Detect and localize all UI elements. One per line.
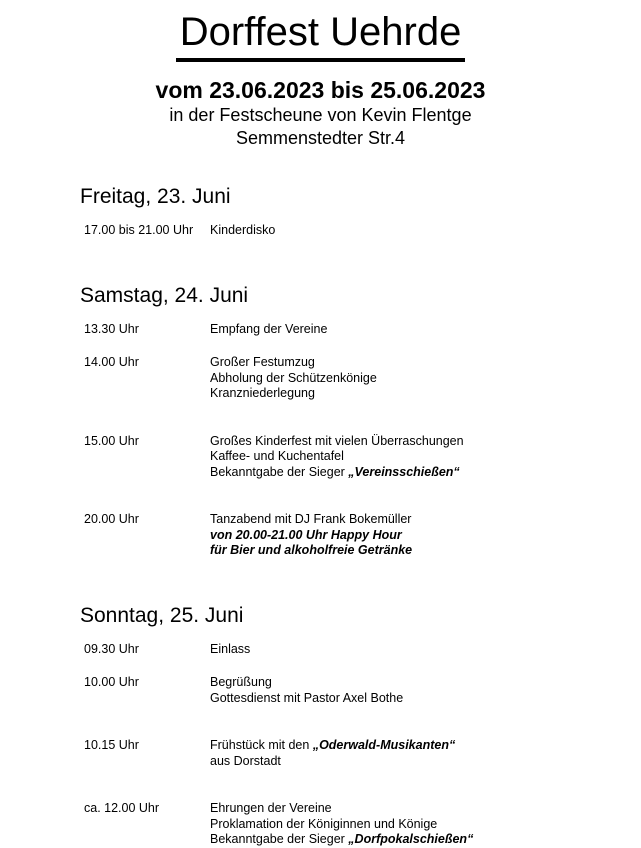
entry-description-line: für Bier und alkoholfreie Getränke [210,543,413,557]
entry-description-line: Tanzabend mit DJ Frank Bokemüller [210,512,412,526]
schedule-entry [0,512,641,559]
day-heading: Samstag, 24. Juni [80,283,249,307]
entry-line-prefix: Bekanntgabe der Sieger [210,832,349,846]
title-wrapper [0,8,641,62]
entry-time: 20.00 Uhr [84,512,139,526]
day-entries [0,642,641,848]
schedule-entry [0,322,641,338]
entry-description [210,512,641,559]
entry-description [210,434,641,481]
entry-line-prefix: Frühstück mit den [210,738,313,752]
entry-description-line: Kinderdisko [210,223,276,237]
entry-description-line: Ehrungen der Vereine [210,801,332,815]
entry-line-emphasis: „Oderwald-Musikanten“ [312,738,456,752]
entry-description-line: Großer Festumzug [210,355,315,369]
entry-time: 13.30 Uhr [84,321,139,336]
entry-time: 17.00 bis 21.00 Uhr [84,223,194,237]
entry-description-line: Großes Kinderfest mit vielen Überraschungen [210,433,464,448]
event-date-range: vom 23.06.2023 bis 25.06.2023 [155,77,486,103]
entry-description [210,642,641,658]
page-title: Dorffest Uehrde [176,8,466,62]
entry-description-line: Kaffee- und Kuchentafel [210,449,344,463]
day-entries [0,223,641,239]
day-block-samstag [0,283,641,559]
entry-description-line: Abholung der Schützenkönige [210,370,377,385]
entry-description-line: Empfang der Vereine [210,321,328,336]
entry-description-line: Gottesdienst mit Pastor Axel Bothe [210,690,404,705]
schedule-entry [0,675,641,706]
entry-description [210,675,641,706]
schedule [0,184,641,848]
entry-spacer [0,720,641,738]
entry-description-line [210,738,641,754]
entry-description [210,355,641,402]
day-entries [0,322,641,559]
entry-line-emphasis: „Vereinsschießen“ [348,464,460,479]
entry-time: 15.00 Uhr [84,433,139,448]
schedule-entry [0,642,641,658]
event-address: Semmenstedter Str.4 [235,128,406,148]
entry-spacer [0,494,641,512]
entry-description-line: Kranzniederlegung [210,386,315,400]
day-heading: Sonntag, 25. Juni [80,603,244,627]
entry-time: ca. 12.00 Uhr [84,801,160,815]
day-spacer [0,573,641,603]
entry-description-line: aus Dorstadt [210,753,281,768]
entry-time: 10.00 Uhr [84,675,139,689]
entry-description-line: Begrüßung [210,675,272,689]
entry-description-line [210,832,641,848]
entry-description-line: von 20.00-21.00 Uhr Happy Hour [210,527,402,542]
entry-time: 09.30 Uhr [84,641,139,656]
day-spacer [0,253,641,283]
event-venue: in der Festscheune von Kevin Flentge [169,105,472,125]
entry-description-line: Proklamation der Königinnen und Könige [210,816,438,831]
schedule-entry [0,434,641,481]
entry-time: 14.00 Uhr [84,355,139,369]
entry-line-emphasis: „Dorfpokalschießen“ [348,832,474,846]
schedule-entry [0,223,641,239]
entry-description [210,223,641,239]
entry-description-line: Einlass [210,641,251,656]
entry-line-prefix: Bekanntgabe der Sieger [210,464,349,479]
entry-spacer [0,416,641,434]
day-block-freitag [0,184,641,239]
day-heading: Freitag, 23. Juni [80,185,231,208]
document-header [0,0,641,150]
schedule-entry [0,738,641,769]
entry-description [210,801,641,848]
entry-time: 10.15 Uhr [84,738,139,752]
entry-description [210,738,641,769]
entry-description-line [210,465,641,481]
schedule-entry [0,355,641,402]
entry-spacer [0,783,641,801]
schedule-entry [0,801,641,848]
day-block-sonntag [0,603,641,848]
entry-description [210,322,641,338]
